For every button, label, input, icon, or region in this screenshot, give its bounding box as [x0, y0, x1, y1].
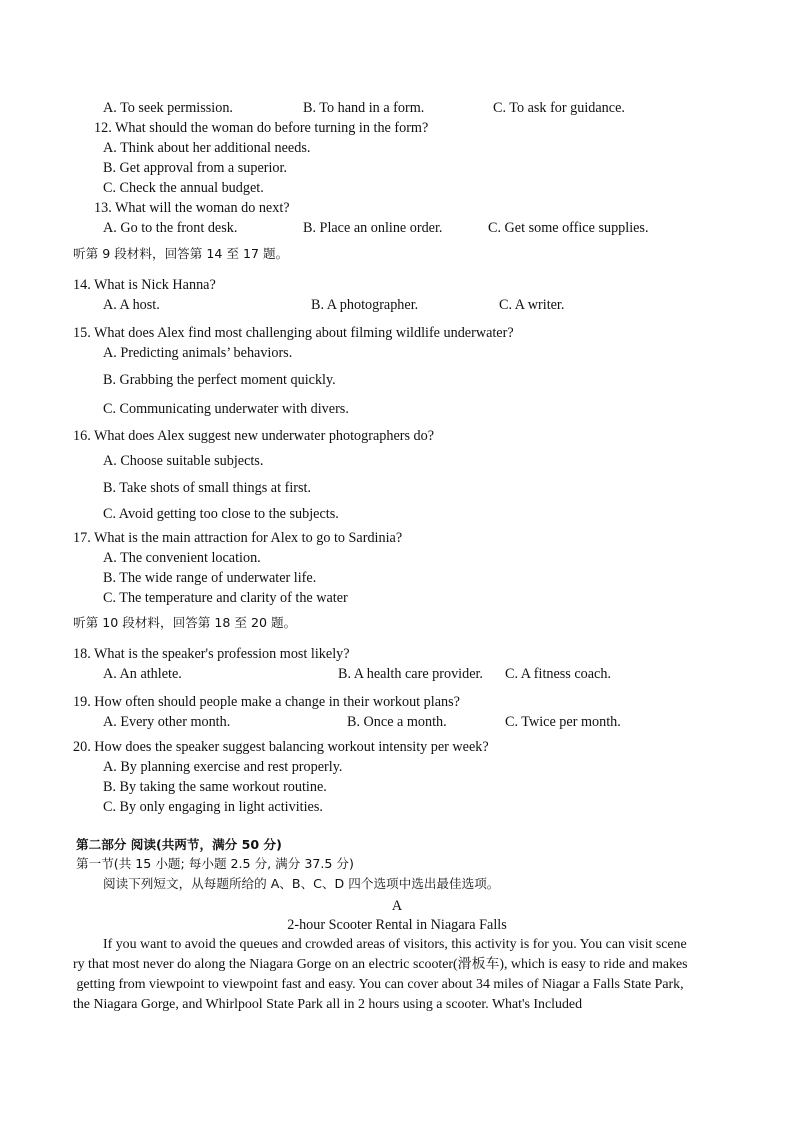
q11-option-b: B. To hand in a form. — [303, 100, 425, 116]
q16-option-b: B. Take shots of small things at first. — [103, 480, 311, 496]
q17-option-a: A. The convenient location. — [103, 550, 261, 566]
q20-option-b: B. By taking the same workout routine. — [103, 779, 327, 795]
q18-option-b: B. A health care provider. — [338, 666, 483, 682]
q13-option-b: B. Place an online order. — [303, 220, 443, 236]
q18-stem: 18. What is the speaker's profession most likely? — [73, 646, 350, 662]
q19-option-b: B. Once a month. — [347, 714, 447, 730]
q15-stem: 15. What does Alex find most challenging about filming wildlife underwater? — [73, 325, 514, 341]
section-10-heading: 听第 10 段材料，回答第 18 至 20 题。 — [73, 615, 297, 630]
q17-stem: 17. What is the main attraction for Alex to go to Sardinia? — [73, 530, 403, 546]
q12-option-b: B. Get approval from a superior. — [103, 160, 287, 176]
q14-option-c: C. A writer. — [499, 297, 565, 313]
q18-option-c: C. A fitness coach. — [505, 666, 611, 682]
q19-stem: 19. How often should people make a change in their workout plans? — [73, 694, 460, 710]
q12-stem: 12. What should the woman do before turning in the form? — [94, 120, 429, 136]
q14-option-a: A. A host. — [103, 297, 160, 313]
q13-option-c: C. Get some office supplies. — [488, 220, 649, 236]
section-9-heading: 听第 9 段材料，回答第 14 至 17 题。 — [73, 246, 289, 261]
q20-option-a: A. By planning exercise and rest properly. — [103, 759, 343, 775]
q15-option-b: B. Grabbing the perfect moment quickly. — [103, 372, 336, 388]
q16-stem: 16. What does Alex suggest new underwater photographers do? — [73, 428, 435, 444]
passage-line-3: getting from viewpoint to viewpoint fast and easy. You can cover about 34 miles of Niagar a Falls State Park, — [73, 977, 684, 992]
q20-option-c: C. By only engaging in light activities. — [103, 799, 323, 815]
q12-option-a: A. Think about her additional needs. — [103, 140, 311, 156]
q15-option-a: A. Predicting animals’ behaviors. — [103, 345, 293, 361]
q11-option-c: C. To ask for guidance. — [493, 100, 625, 116]
q12-option-c: C. Check the annual budget. — [103, 180, 264, 196]
passage-title: 2-hour Scooter Rental in Niagara Falls — [287, 917, 507, 933]
part2-instruction: 阅读下列短文，从每题所给的 A、B、C、D 四个选项中选出最佳选项。 — [103, 876, 500, 891]
q17-option-b: B. The wide range of underwater life. — [103, 570, 317, 586]
q13-option-a: A. Go to the front desk. — [103, 220, 238, 236]
q15-option-c: C. Communicating underwater with divers. — [103, 401, 349, 417]
q18-option-a: A. An athlete. — [103, 666, 182, 682]
q16-option-a: A. Choose suitable subjects. — [103, 453, 264, 469]
q20-stem: 20. How does the speaker suggest balancing workout intensity per week? — [73, 739, 489, 755]
q19-option-a: A. Every other month. — [103, 714, 231, 730]
passage-line-4: the Niagara Gorge, and Whirlpool State Park all in 2 hours using a scooter. What's Included — [73, 997, 583, 1012]
passage-line-2: ry that most never do along the Niagara Gorge on an electric scooter(滑板车), which is easy to ride and makes — [73, 957, 688, 972]
q14-option-b: B. A photographer. — [311, 297, 419, 313]
q19-option-c: C. Twice per month. — [505, 714, 621, 730]
q13-stem: 13. What will the woman do next? — [94, 200, 290, 216]
passage-letter: A — [391, 898, 403, 914]
q14-stem: 14. What is Nick Hanna? — [73, 277, 216, 293]
passage-line-1: If you want to avoid the queues and crowded areas of visitors, this activity is for you. You can visit scene — [103, 937, 687, 952]
part2-section1-heading: 第一节(共 15 小题; 每小题 2.5 分, 满分 37.5 分) — [76, 856, 354, 871]
q17-option-c: C. The temperature and clarity of the water — [103, 590, 348, 606]
q16-option-c: C. Avoid getting too close to the subjects. — [103, 506, 339, 522]
q11-option-a: A. To seek permission. — [103, 100, 233, 116]
part2-title: 第二部分 阅读(共两节，满分 50 分) — [76, 837, 282, 852]
